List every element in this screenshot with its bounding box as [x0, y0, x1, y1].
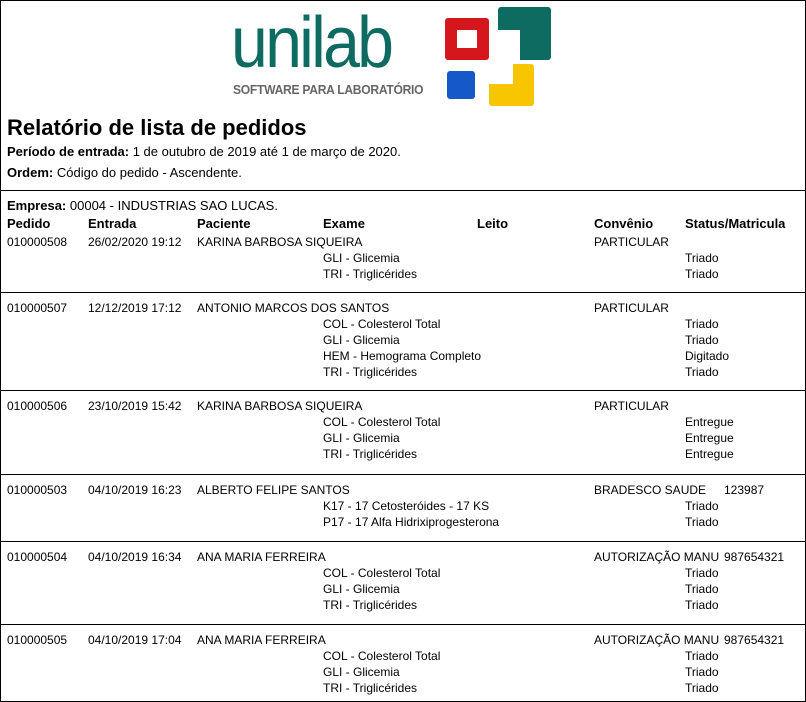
order-convenio: PARTICULAR [594, 301, 669, 315]
exam-name: TRI - Triglicérides [323, 365, 418, 379]
order-paciente: ANA MARIA FERREIRA [197, 633, 326, 647]
order-value: Código do pedido - Ascendente. [56, 165, 242, 180]
exam-name: GLI - Glicemia [323, 431, 400, 445]
company-line [7, 198, 278, 214]
col-header-leito: Leito [477, 216, 509, 231]
col-header-pedido: Pedido [7, 216, 51, 231]
exam-status: Entregue [685, 447, 734, 461]
order-matricula: 123987 [724, 483, 765, 497]
exam-status: Entregue [685, 431, 734, 445]
order-paciente: ANTONIO MARCOS DOS SANTOS [197, 301, 390, 315]
col-header-paciente: Paciente [197, 216, 251, 231]
exam-status: Triado [685, 317, 719, 331]
col-header-exame: Exame [323, 216, 365, 231]
order-convenio: AUTORIZAÇÃO MANU [594, 633, 720, 647]
exam-name: TRI - Triglicérides [323, 681, 418, 695]
period-value: 1 de outubro de 2019 até 1 de março de 2020. [132, 144, 401, 159]
exam-status: Digitado [685, 349, 730, 363]
period-label: Período de entrada: [7, 144, 130, 159]
exam-status: Triado [685, 515, 719, 529]
order-entrada: 26/02/2020 19:12 [88, 235, 182, 249]
order-paciente: ALBERTO FELIPE SANTOS [197, 483, 350, 497]
order-convenio: PARTICULAR [594, 235, 669, 249]
order-entrada: 04/10/2019 16:23 [88, 483, 182, 497]
order-pedido: 010000506 [7, 399, 68, 413]
exam-status: Triado [685, 582, 719, 596]
col-header-entrada: Entrada [88, 216, 137, 231]
exam-name: TRI - Triglicérides [323, 598, 418, 612]
order-entrada: 04/10/2019 17:04 [88, 633, 182, 647]
order-pedido: 010000507 [7, 301, 68, 315]
logo-tagline: SOFTWARE PARA LABORATÓRIO [233, 82, 424, 97]
exam-status: Entregue [685, 415, 734, 429]
company-value: 00004 - INDUSTRIAS SAO LUCAS. [69, 198, 278, 213]
exam-name: COL - Colesterol Total [323, 415, 441, 429]
order-label: Ordem: [7, 165, 54, 180]
order-pedido: 010000504 [7, 550, 68, 564]
logo-wordmark: unilab [231, 3, 392, 83]
order-divider [1, 390, 805, 391]
order-entrada: 04/10/2019 16:34 [88, 550, 182, 564]
exam-name: GLI - Glicemia [323, 582, 400, 596]
order-divider [1, 624, 805, 625]
exam-name: GLI - Glicemia [323, 665, 400, 679]
exam-name: HEM - Hemograma Completo [323, 349, 482, 363]
order-pedido: 010000505 [7, 633, 68, 647]
exam-status: Triado [685, 251, 719, 265]
order-convenio: AUTORIZAÇÃO MANU [594, 550, 720, 564]
exam-status: Triado [685, 267, 719, 281]
exam-status: Triado [685, 649, 719, 663]
order-entrada: 23/10/2019 15:42 [88, 399, 182, 413]
order-convenio: BRADESCO SAUDE [594, 483, 707, 497]
exam-status: Triado [685, 598, 719, 612]
order-pedido: 010000508 [7, 235, 68, 249]
exam-status: Triado [685, 365, 719, 379]
exam-name: GLI - Glicemia [323, 333, 400, 347]
company-label: Empresa: [7, 198, 67, 213]
exam-name: K17 - 17 Cetosteróides - 17 KS [323, 499, 490, 513]
exam-name: COL - Colesterol Total [323, 317, 441, 331]
exam-status: Triado [685, 499, 719, 513]
order-divider [1, 474, 805, 475]
col-header-convenio: Convênio [594, 216, 654, 231]
exam-status: Triado [685, 566, 719, 580]
order-divider [1, 292, 805, 293]
exam-status: Triado [685, 681, 719, 695]
order-line [7, 165, 242, 181]
order-pedido: 010000503 [7, 483, 68, 497]
header-divider [1, 190, 805, 191]
exam-name: P17 - 17 Alfa Hidrixiprogesterona [323, 515, 500, 529]
exam-name: COL - Colesterol Total [323, 649, 441, 663]
order-divider [1, 541, 805, 542]
order-entrada: 12/12/2019 17:12 [88, 301, 182, 315]
order-matricula: 987654321 [724, 633, 785, 647]
order-paciente: ANA MARIA FERREIRA [197, 550, 326, 564]
col-header-status: Status/Matricula [685, 216, 786, 231]
order-convenio: PARTICULAR [594, 399, 669, 413]
report-title: Relatório de lista de pedidos [7, 115, 307, 140]
exam-name: GLI - Glicemia [323, 251, 400, 265]
order-matricula: 987654321 [724, 550, 785, 564]
order-paciente: KARINA BARBOSA SIQUEIRA [197, 399, 363, 413]
period-line [7, 144, 401, 160]
exam-status: Triado [685, 665, 719, 679]
exam-name: COL - Colesterol Total [323, 566, 441, 580]
logo-blue-square [447, 71, 475, 99]
logo-cross-icon [443, 5, 553, 107]
exam-name: TRI - Triglicérides [323, 447, 418, 461]
unilab-logo [231, 5, 551, 105]
exam-status: Triado [685, 333, 719, 347]
exam-name: TRI - Triglicérides [323, 267, 418, 281]
order-paciente: KARINA BARBOSA SIQUEIRA [197, 235, 363, 249]
